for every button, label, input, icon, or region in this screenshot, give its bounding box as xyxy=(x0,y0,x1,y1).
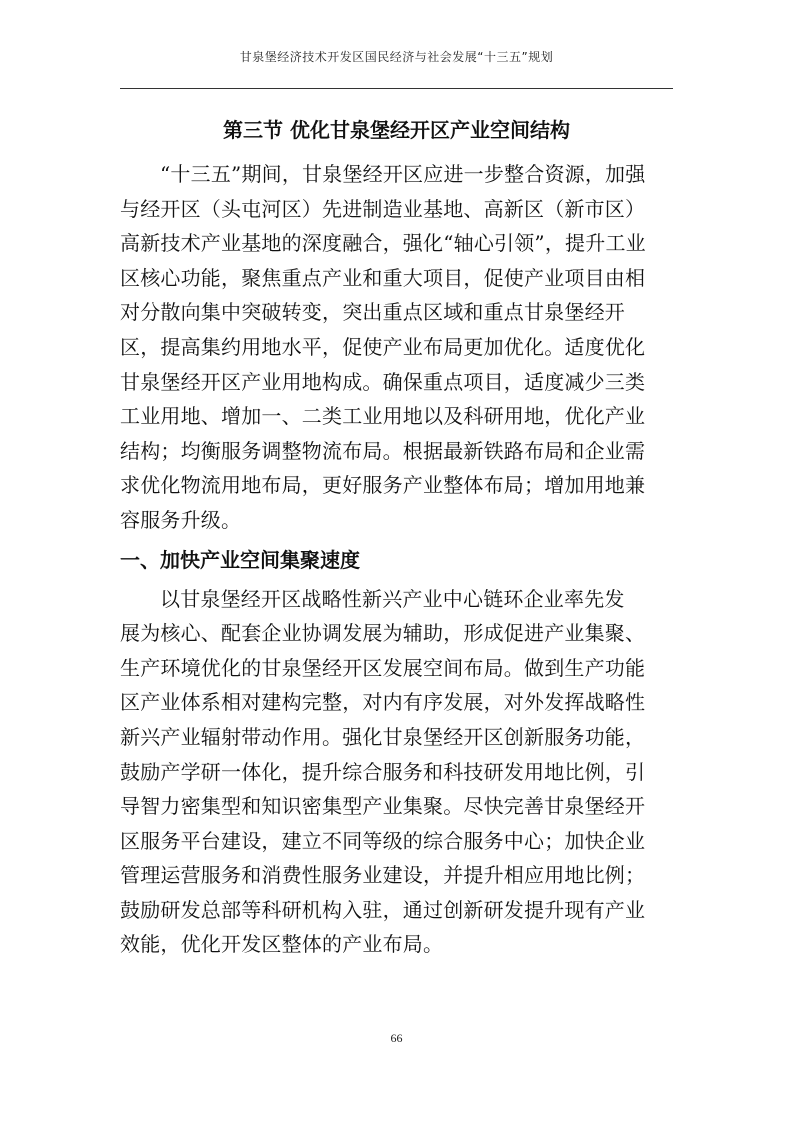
paragraph-line: 高新技术产业基地的深度融合，强化“轴心引领”，提升工业 xyxy=(120,231,646,256)
body-paragraph xyxy=(120,582,673,963)
paragraph-line: 展为核心、配套企业协调发展为辅助，形成促进产业集聚、 xyxy=(120,621,646,646)
paragraph-line: 区服务平台建设，建立不同等级的综合服务中心；加快企业 xyxy=(120,828,646,853)
page-body xyxy=(120,157,673,962)
paragraph-line: 求优化物流用地布局，更好服务产业整体布局；增加用地兼 xyxy=(120,473,646,498)
paragraph-line: 效能，优化开发区整体的产业布局。 xyxy=(120,932,444,957)
paragraph-line: 以甘泉堡经开区战略性新兴产业中心链环企业率先发 xyxy=(160,586,625,611)
paragraph-line: 鼓励研发总部等科研机构入驻，通过创新研发提升现有产业 xyxy=(120,897,646,922)
paragraph-line: 区产业体系相对建构完整，对内有序发展，对外发挥战略性 xyxy=(120,690,646,715)
section-title: 第三节 优化甘泉堡经开区产业空间结构 xyxy=(223,118,570,143)
paragraph-line: 区，提高集约用地水平，促使产业布局更加优化。适度优化 xyxy=(120,334,646,359)
paragraph-line: 对分散向集中突破转变，突出重点区域和重点甘泉堡经开 xyxy=(120,300,625,325)
paragraph-line: 与经开区（头屯河区）先进制造业基地、高新区（新市区） xyxy=(120,196,646,221)
paragraph-line: 管理运营服务和消费性服务业建设，并提升相应用地比例； xyxy=(120,863,646,888)
paragraph-line: 工业用地、增加一、二类工业用地以及科研用地，优化产业 xyxy=(120,404,646,429)
paragraph-line: 结构；均衡服务调整物流布局。根据最新铁路布局和企业需 xyxy=(120,438,646,463)
paragraph-line: 生产环境优化的甘泉堡经开区发展空间布局。做到生产功能 xyxy=(120,655,646,680)
paragraph-line: 新兴产业辐射带动作用。强化甘泉堡经开区创新服务功能， xyxy=(120,724,646,749)
subsection-heading: 一、加快产业空间集聚速度 xyxy=(120,547,360,572)
header-divider xyxy=(120,88,673,89)
paragraph-line: “十三五”期间，甘泉堡经开区应进一步整合资源，加强 xyxy=(160,162,646,186)
paragraph-line: 容服务升级。 xyxy=(120,507,242,532)
paragraph-line: 鼓励产学研一体化，提升综合服务和科技研发用地比例，引 xyxy=(120,759,646,784)
running-header: 甘泉堡经济技术开发区国民经济与社会发展“十三五”规划 xyxy=(239,50,554,64)
paragraph-line: 导智力密集型和知识密集型产业集聚。尽快完善甘泉堡经开 xyxy=(120,794,646,819)
page-number: 66 xyxy=(390,1031,403,1045)
paragraph-line: 区核心功能，聚焦重点产业和重大项目，促使产业项目由相 xyxy=(120,265,646,290)
paragraph-line: 甘泉堡经开区产业用地构成。确保重点项目，适度减少三类 xyxy=(120,369,646,394)
intro-paragraph xyxy=(120,157,673,538)
